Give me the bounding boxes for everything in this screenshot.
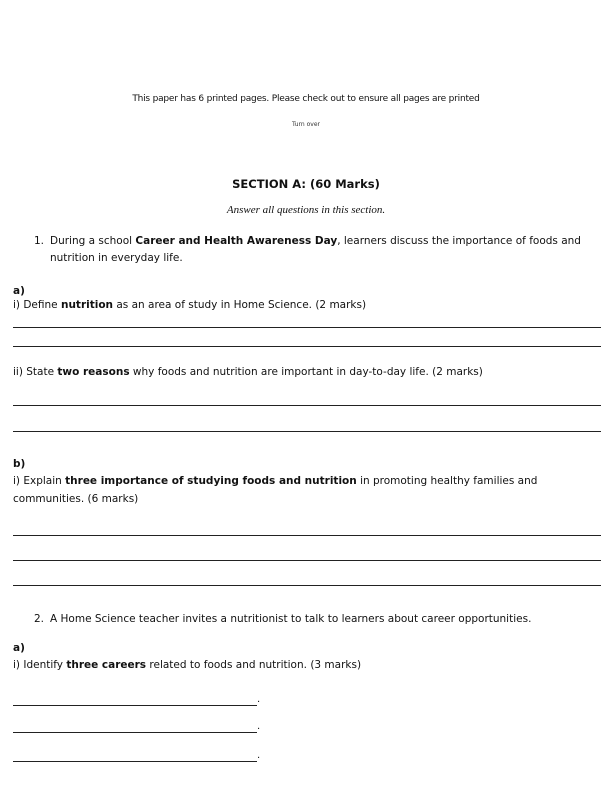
q1a-ii-question: ii) State two reasons why foods and nutrition are important in day-to-day life. (2 marks) — [13, 366, 483, 378]
section-title: SECTION A: (60 Marks) — [232, 177, 380, 191]
blank-period: . — [257, 694, 261, 705]
answer-line[interactable] — [13, 585, 601, 586]
answer-line[interactable] — [13, 535, 601, 536]
q1-number: 1. — [34, 235, 45, 247]
q2a-label: a) — [13, 642, 25, 654]
answer-line[interactable] — [13, 431, 601, 432]
q2-text: A Home Science teacher invites a nutritionist to talk to learners about career opportunities. — [50, 613, 532, 625]
q1-text: During a school Career and Health Awareness Day, learners discuss the importance of foods and — [50, 235, 581, 247]
blank-period: . — [257, 750, 261, 761]
blank-period: . — [257, 721, 261, 732]
q2-number: 2. — [34, 613, 45, 625]
q1-text-line2: nutrition in everyday life. — [50, 252, 183, 264]
answer-blank[interactable] — [13, 732, 257, 733]
q1b-i-question-line2: communities. (6 marks) — [13, 493, 139, 505]
answer-line[interactable] — [13, 405, 601, 406]
printed-pages-notice: This paper has 6 printed pages. Please check out to ensure all pages are printed — [132, 94, 480, 104]
answer-line[interactable] — [13, 346, 601, 347]
q1a-i-question: i) Define nutrition as an area of study in Home Science. (2 marks) — [13, 299, 367, 311]
q2a-i-question: i) Identify three careers related to foods and nutrition. (3 marks) — [13, 659, 362, 671]
answer-blank[interactable] — [13, 705, 257, 706]
q1b-i-question: i) Explain three importance of studying foods and nutrition in promoting healthy families and — [13, 475, 538, 487]
turn-over-note: Turn over — [291, 121, 320, 128]
answer-line[interactable] — [13, 560, 601, 561]
answer-line[interactable] — [13, 327, 601, 328]
q1b-label: b) — [13, 458, 26, 470]
answer-blank[interactable] — [13, 761, 257, 762]
section-instruction: Answer all questions in this section. — [226, 204, 386, 216]
q1a-label: a) — [13, 285, 25, 297]
